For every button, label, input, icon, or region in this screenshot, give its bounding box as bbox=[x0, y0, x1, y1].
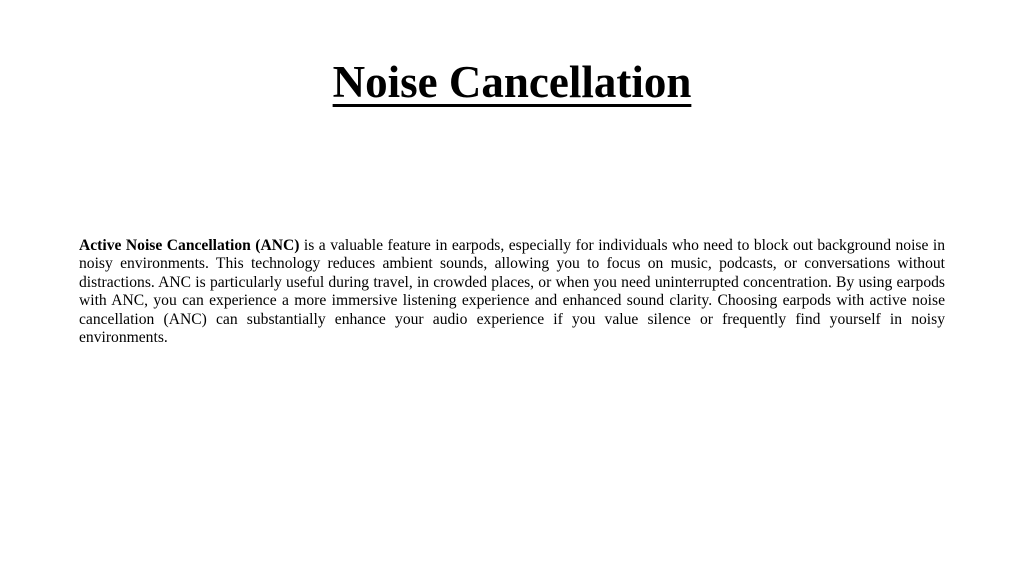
paragraph-text: is a valuable feature in earpods, especially for individuals who need to block out background noise in noisy environments. This technology reduces ambient sounds, allowing you to focus on music, podcasts, or conversations without distractions. ANC is particularly useful during travel, in crowded places, or when you need uninterrupted concentration. By using earpods with ANC, you can experience a more immersive listening experience and enhanced sound clarity. Choosing earpods with active noise cancellation (ANC) can substantially enhance your audio experience if you value silence or frequently find yourself in noisy environments. bbox=[79, 237, 946, 347]
body-paragraph bbox=[79, 237, 945, 347]
slide-title-text: Noise Cancellation bbox=[332, 57, 692, 107]
slide-title bbox=[0, 52, 1024, 112]
paragraph-lead: Active Noise Cancellation (ANC) bbox=[79, 237, 300, 254]
